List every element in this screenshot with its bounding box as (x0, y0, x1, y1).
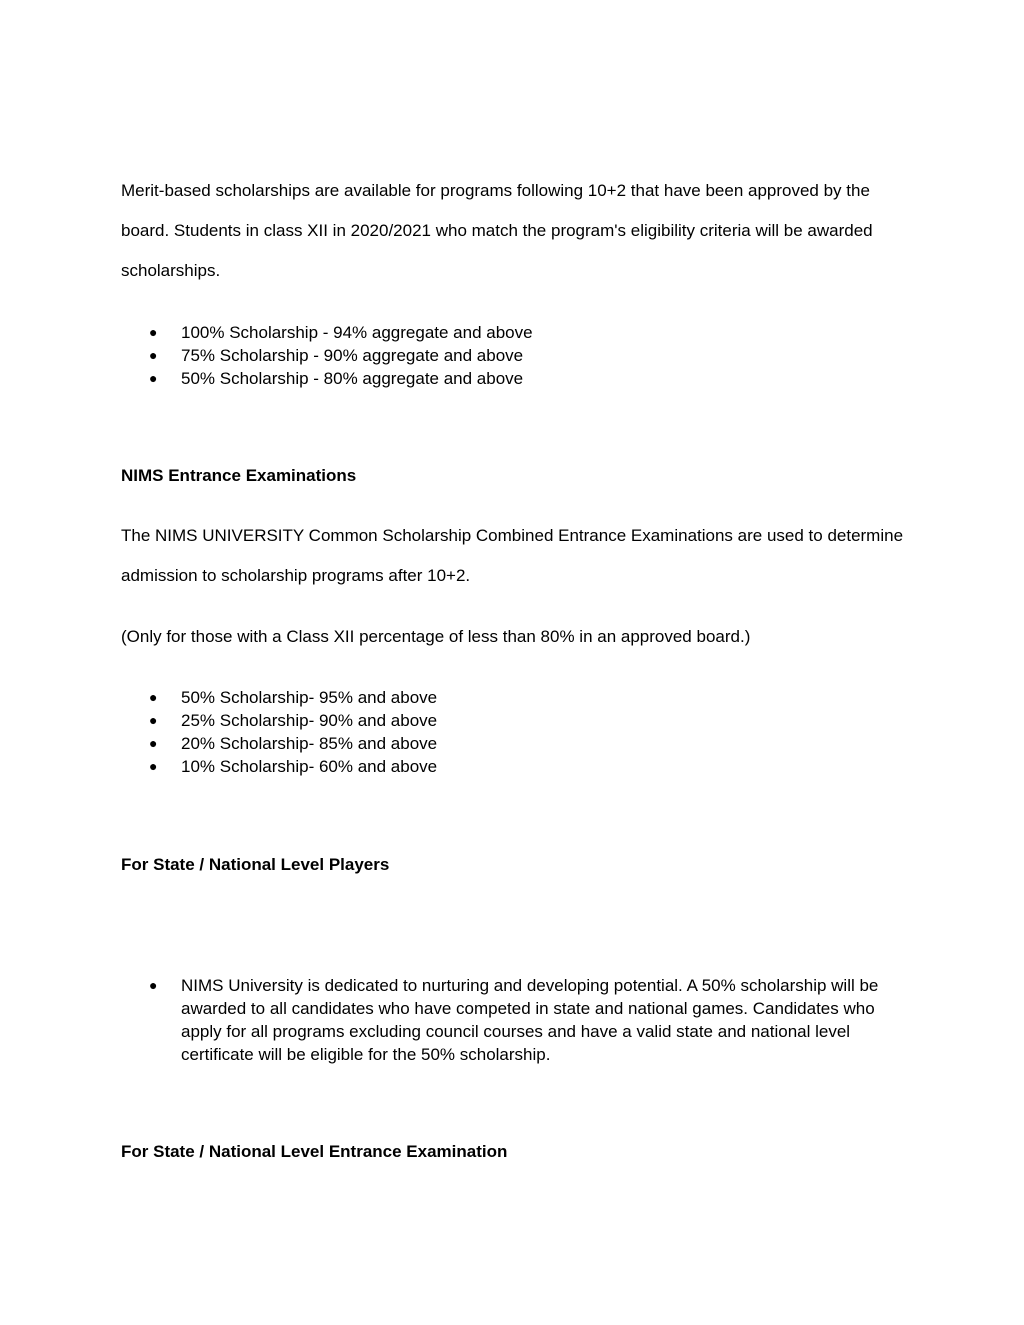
bullet-icon: ● (149, 370, 158, 386)
bullet-icon: ● (149, 758, 158, 774)
bullet-icon: ● (149, 689, 158, 705)
bullet-icon: ● (149, 347, 158, 363)
list-item: ● 10% Scholarship- 60% and above (149, 757, 438, 776)
nims-paragraph: The NIMS UNIVERSITY Common Scholarship Combined Entrance Examinations are used to determine admission to scholarship programs after 10+2. (121, 526, 904, 585)
players-scholarship-list (121, 974, 911, 1066)
exam-heading-block (121, 1140, 911, 1164)
section-heading-nims: NIMS Entrance Examinations (121, 466, 357, 485)
section-heading-exam: For State / National Level Entrance Examination (121, 1142, 508, 1161)
players-heading-block (121, 853, 911, 877)
intro-paragraph-block (121, 171, 911, 291)
list-item: ● NIMS University is dedicated to nurturing and developing potential. A 50% scholarship will be awarded to all candidates who have competed in state and national games. Candidates who apply for all programs excluding council courses and have a valid state and national level certificate will be eligible for the 50% scholarship. (149, 976, 879, 1064)
nims-list-block (121, 686, 911, 778)
players-list-block (121, 974, 911, 1066)
section-heading-players: For State / National Level Players (121, 855, 390, 874)
merit-list-block (121, 321, 911, 390)
list-item: ● 100% Scholarship - 94% aggregate and above (149, 323, 533, 342)
intro-paragraph: Merit-based scholarships are available for programs following 10+2 that have been approved by the board. Students in class XII in 2020/2021 who match the program's eligibility criteria will be awarded scholarships. (121, 181, 873, 280)
bullet-icon: ● (149, 324, 158, 340)
bullet-icon: ● (149, 735, 158, 751)
nims-note-block (121, 617, 911, 657)
list-item: ● 20% Scholarship- 85% and above (149, 734, 438, 753)
list-item: ● 25% Scholarship- 90% and above (149, 711, 438, 730)
list-item: ● 50% Scholarship- 95% and above (149, 688, 438, 707)
merit-scholarship-list (121, 321, 911, 390)
list-item: ● 50% Scholarship - 80% aggregate and above (149, 369, 524, 388)
list-item: ● 75% Scholarship - 90% aggregate and above (149, 346, 524, 365)
bullet-icon: ● (149, 977, 158, 993)
nims-paragraph-block (121, 516, 911, 596)
bullet-icon: ● (149, 712, 158, 728)
nims-heading-block (121, 464, 911, 488)
nims-scholarship-list (121, 686, 911, 778)
nims-note: (Only for those with a Class XII percentage of less than 80% in an approved board.) (121, 627, 751, 646)
